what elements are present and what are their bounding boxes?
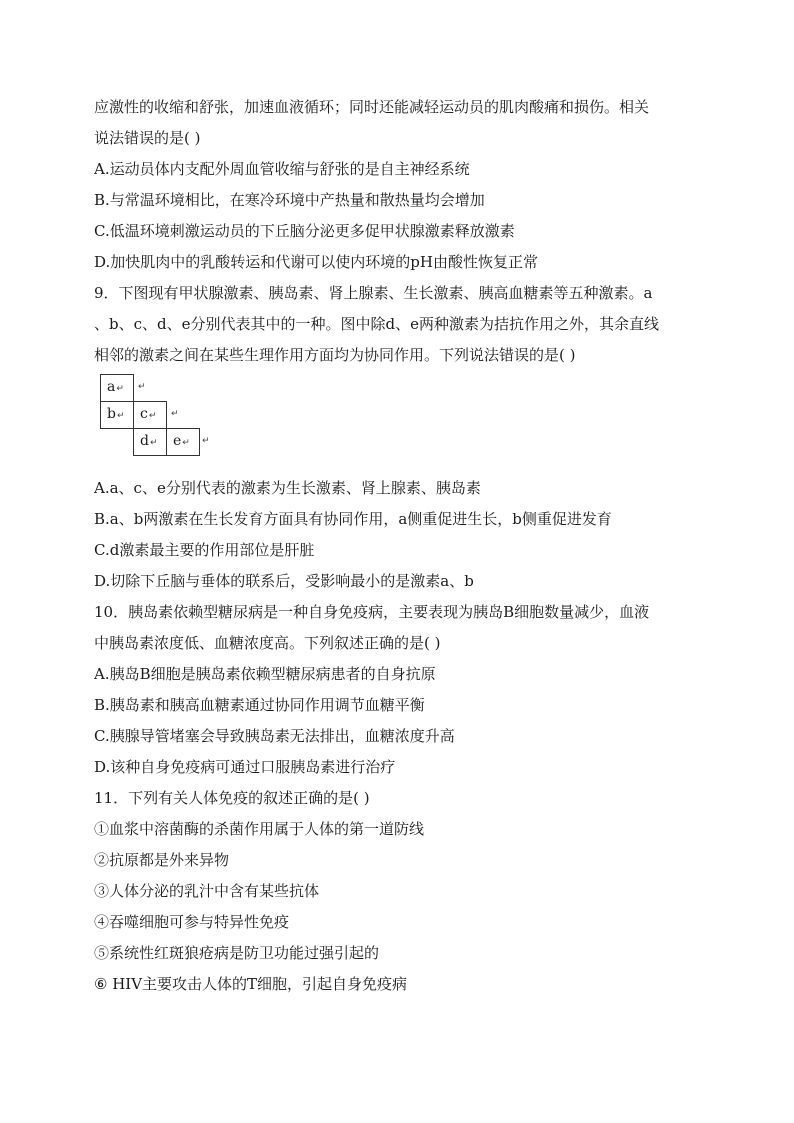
q10-option-c: C.胰腺导管堵塞会导致胰岛素无法排出，血糖浓度升高 [94,727,455,745]
q8-option-b: B.与常温环境相比，在寒冷环境中产热量和散热量均会增加 [94,191,485,209]
q11-item-2: ②抗原都是外来异物 [94,851,230,869]
q9-stem-line-1: 9．下图现有甲状腺激素、胰岛素、肾上腺素、生长激素、胰高血糖素等五种激素。a [94,284,653,302]
q8-option-c: C.低温环境刺激运动员的下丘脑分泌更多促甲状腺激素释放激素 [94,222,515,240]
cell-a: a↵ [100,374,134,402]
q9-stem-line-3: 相邻的激素之间在某些生理作用方面均为协同作用。下列说法错误的是( ) [94,346,576,364]
cell-c-trailing-mark: ↵ [171,409,179,419]
q10-stem-line-2: 中胰岛素浓度低、血糖浓度高。下列叙述正确的是( ) [94,634,441,652]
cell-a-trailing-mark: ↵ [138,382,146,392]
q10-option-a: A.胰岛B细胞是胰岛素依赖型糖尿病患者的自身抗原 [94,665,436,683]
q9-stem-line-2: 、b、c、d、e分别代表其中的一种。图中除d、e两种激素为拮抗作用之外，其余直线 [94,315,659,333]
cell-e: e↵ [166,428,200,456]
q11-stem-line-1: 11．下列有关人体免疫的叙述正确的是( ) [94,789,370,807]
q11-item-5: ⑤系统性红斑狼疮病是防卫功能过强引起的 [94,944,380,962]
q9-option-d: D.切除下丘脑与垂体的联系后，受影响最小的是激素a、b [94,572,474,590]
q8-stem-line-1: 应激性的收缩和舒张，加速血液循环；同时还能减轻运动员的肌肉酸痛和损伤。相关 [94,98,650,116]
cell-c: c↵ [133,401,167,429]
cell-e-trailing-mark: ↵ [202,436,210,446]
q8-stem-line-2: 说法错误的是( ) [94,129,201,147]
exam-page [94,92,714,1000]
q9-option-a: A.a、c、e分别代表的激素为生长激素、肾上腺素、胰岛素 [94,479,481,497]
hormone-grid-diagram [100,374,230,468]
q10-option-d: D.该种自身免疫病可通过口服胰岛素进行治疗 [94,758,396,776]
q9-option-b: B.a、b两激素在生长发育方面具有协同作用，a侧重促进生长，b侧重促进发育 [94,510,612,528]
q8-option-d: D.加快肌肉中的乳酸转运和代谢可以使内环境的pH由酸性恢复正常 [94,253,538,271]
q9-option-c: C.d激素最主要的作用部位是肝脏 [94,541,315,559]
q8-option-a: A.运动员体内支配外周血管收缩与舒张的是自主神经系统 [94,160,470,178]
q11-item-6: ⑥ HIV主要攻击人体的T细胞，引起自身免疫病 [94,975,408,993]
q10-stem-line-1: 10．胰岛素依赖型糖尿病是一种自身免疫病，主要表现为胰岛B细胞数量减少，血液 [94,603,650,621]
q11-item-1: ①血浆中溶菌酶的杀菌作用属于人体的第一道防线 [94,820,425,838]
q11-item-4: ④吞噬细胞可参与特异性免疫 [94,913,290,931]
cell-d: d↵ [133,428,167,456]
cell-b: b↵ [100,401,134,429]
q10-option-b: B.胰岛素和胰高血糖素通过协同作用调节血糖平衡 [94,696,425,714]
q11-item-3: ③人体分泌的乳汁中含有某些抗体 [94,882,320,900]
